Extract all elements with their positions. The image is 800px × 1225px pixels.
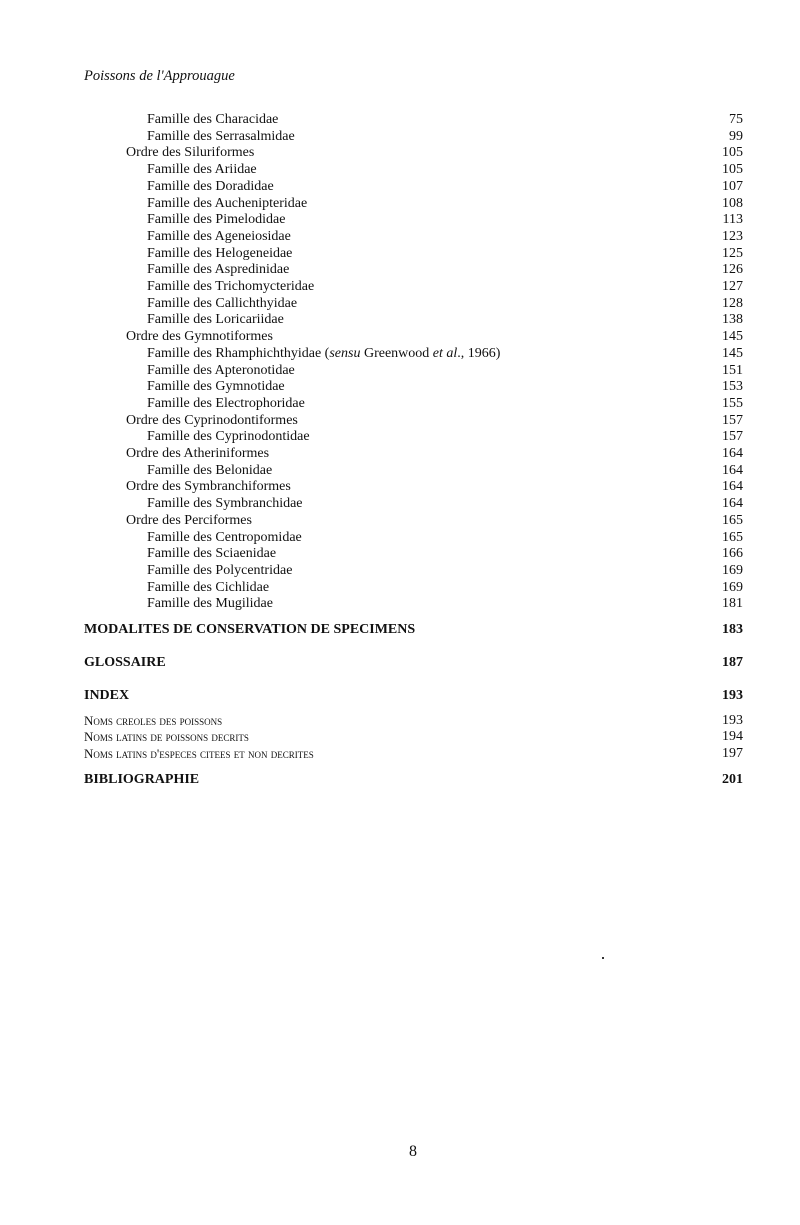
toc-entry-page: 157 (722, 429, 743, 445)
text: Famille des Aspredinidae (147, 262, 290, 278)
toc-entry-page: 145 (722, 345, 743, 361)
text: Famille des Cichlidae (147, 579, 270, 595)
toc-entry-famille (0, 311, 800, 328)
toc-entry-page: 138 (722, 312, 743, 328)
text: MODALITES DE CONSERVATION DE SPECIMENS (84, 622, 416, 637)
text: Famille des Gymnotidae (147, 379, 285, 395)
toc-entry-title (147, 378, 285, 395)
stray-mark (602, 957, 604, 959)
toc-entry-famille (0, 211, 800, 228)
toc-entry-title (147, 195, 307, 212)
text: Famille des Serrasalmidae (147, 128, 295, 144)
toc-entry-page: 157 (722, 412, 743, 428)
toc-entry-famille (0, 495, 800, 512)
text: Noms creoles des poissons (84, 713, 223, 728)
toc-entry-famille (0, 362, 800, 379)
toc-entry-main (0, 654, 800, 671)
toc-entry-title (147, 295, 297, 312)
toc-entry-page: 201 (722, 772, 743, 787)
toc-entry-title (147, 428, 310, 445)
text: INDEX (84, 688, 130, 703)
text: Ordre des Cyprinodontiformes (126, 412, 298, 428)
toc-entry-title (147, 211, 285, 228)
italic-text: et al (432, 345, 458, 361)
toc-entry-page: 125 (722, 245, 743, 261)
toc-entry-famille (0, 295, 800, 312)
text: Famille des Cyprinodontidae (147, 429, 310, 445)
toc-entry-famille (0, 579, 800, 596)
toc-entry-ordre (0, 512, 800, 529)
toc-entry-page: 151 (722, 362, 743, 378)
toc-entry-title (147, 111, 278, 128)
toc-entry-famille (0, 428, 800, 445)
toc-entry-title (84, 712, 222, 729)
toc-entry-title (147, 595, 273, 612)
text: Famille des Pimelodidae (147, 212, 286, 228)
italic-text: sensu (329, 345, 361, 361)
toc-entry-page: 165 (722, 512, 743, 528)
toc-entry-ordre (0, 478, 800, 495)
toc-entry-ordre (0, 328, 800, 345)
toc-entry-main (0, 621, 800, 638)
text: Famille des Centropomidae (147, 529, 302, 545)
text: Ordre des Siluriformes (126, 145, 255, 161)
toc-entry-famille (0, 228, 800, 245)
toc-entry-page: 123 (722, 228, 743, 244)
text: Famille des Helogeneidae (147, 245, 293, 261)
text: BIBLIOGRAPHIE (84, 772, 200, 787)
toc-entry-page: 127 (722, 279, 743, 294)
toc-entry-sub (0, 745, 800, 762)
toc-entry-title (147, 261, 289, 278)
toc-entry-page: 164 (722, 479, 743, 495)
toc-entry-ordre (0, 144, 800, 161)
toc-entry-page: 181 (722, 596, 743, 612)
toc-entry-page: 193 (722, 688, 743, 703)
toc-entry-famille (0, 161, 800, 178)
toc-entry-page: 153 (722, 379, 743, 395)
toc-entry-page: 145 (722, 329, 743, 345)
toc-entry-title (147, 562, 292, 579)
toc-entry-famille (0, 111, 800, 128)
text: Greenwood (360, 345, 433, 361)
toc-entry-sub (0, 728, 800, 745)
text: ., 1966) (457, 345, 501, 361)
text: Famille des Callichthyidae (147, 295, 298, 311)
text: Famille des Trichomycteridae (147, 279, 315, 294)
toc-entry-title (84, 621, 415, 638)
toc-entry-page: 155 (722, 395, 743, 411)
toc-entry-title (126, 478, 291, 495)
toc-entry-page: 113 (722, 212, 743, 228)
text: Ordre des Perciformes (126, 512, 252, 528)
toc-entry-famille (0, 378, 800, 395)
toc-entry-title (147, 245, 292, 262)
toc-entry-famille (0, 462, 800, 479)
toc-entry-title (147, 228, 291, 245)
toc-entry-title (126, 144, 254, 161)
text: Noms latins d'especes citees et non decrites (84, 746, 314, 761)
toc-entry-title (84, 771, 199, 788)
toc-entry-title (84, 745, 314, 762)
toc-entry-title (147, 161, 257, 178)
toc-entry-page: 75 (729, 112, 743, 127)
toc-entry-page: 164 (722, 496, 743, 512)
toc-entry-page: 193 (722, 713, 743, 728)
toc-entry-page: 99 (729, 128, 743, 144)
toc-entry-title (126, 512, 252, 529)
toc-entry-famille (0, 261, 800, 278)
text: Famille des Ariidae (147, 162, 257, 178)
toc-entry-famille (0, 178, 800, 195)
toc-entry-title (147, 395, 305, 412)
toc-entry-title (126, 328, 273, 345)
text: Ordre des Gymnotiformes (126, 329, 273, 345)
toc-entry-page: 183 (722, 622, 743, 637)
toc-entry-page: 166 (722, 546, 743, 562)
toc-entry-page: 187 (722, 655, 743, 670)
toc-entry-title (147, 178, 274, 195)
toc-entry-title (147, 311, 284, 328)
toc-entry-title (84, 728, 249, 745)
text: Famille des Apteronotidae (147, 362, 295, 378)
toc-entry-sub (0, 712, 800, 729)
toc-entry-page: 194 (722, 729, 743, 744)
text: Famille des Mugilidae (147, 596, 273, 612)
toc-entry-page: 169 (722, 579, 743, 595)
toc-entry-title (147, 345, 500, 362)
text: GLOSSAIRE (84, 655, 166, 670)
toc-entry-famille (0, 278, 800, 295)
toc-entry-famille (0, 529, 800, 546)
toc-entry-title (147, 495, 303, 512)
toc-entry-page: 164 (722, 462, 743, 478)
running-header: Poissons de l'Approuague (84, 68, 235, 84)
toc-entry-page: 105 (722, 162, 743, 178)
toc-entry-page: 165 (722, 529, 743, 545)
toc-entry-title (126, 412, 298, 429)
toc-entry-famille (0, 345, 800, 362)
toc-entry-title (147, 362, 295, 379)
toc-entry-ordre (0, 412, 800, 429)
toc-entry-title (84, 687, 129, 704)
toc-entry-title (147, 529, 302, 546)
text: Famille des Sciaenidae (147, 546, 277, 562)
toc-entry-famille (0, 128, 800, 145)
toc-entry-famille (0, 245, 800, 262)
text: Famille des Characidae (147, 112, 279, 127)
text: Famille des Loricariidae (147, 312, 284, 328)
toc-entry-page: 108 (722, 195, 743, 211)
page-number: 8 (409, 1143, 417, 1160)
text: Noms latins de poissons decrits (84, 729, 249, 744)
text: Famille des Rhamphichthyidae ( (147, 345, 330, 361)
toc-entry-page: 164 (722, 446, 743, 461)
text: Famille des Belonidae (147, 462, 273, 478)
toc-entry-page: 126 (722, 262, 743, 278)
text: Famille des Polycentridae (147, 562, 293, 578)
toc-entry-title (147, 579, 269, 596)
toc-entry-page: 107 (722, 178, 743, 194)
toc-entry-main (0, 771, 800, 788)
toc-entry-page: 128 (722, 295, 743, 311)
toc-entry-page: 169 (722, 562, 743, 578)
text: Ordre des Atheriniformes (126, 446, 270, 461)
toc-entry-famille (0, 395, 800, 412)
toc-entry-famille (0, 195, 800, 212)
toc-entry-title (147, 128, 295, 145)
toc-entry-title (147, 545, 276, 562)
toc-entry-page: 197 (722, 746, 743, 761)
toc-entry-title (147, 278, 314, 295)
text: Famille des Auchenipteridae (147, 195, 308, 211)
toc-entry-title (126, 445, 269, 462)
text: Famille des Symbranchidae (147, 496, 303, 512)
toc-entry-main (0, 687, 800, 704)
toc-entry-ordre (0, 445, 800, 462)
toc-entry-famille (0, 562, 800, 579)
text: Famille des Ageneiosidae (147, 228, 291, 244)
text: Famille des Doradidae (147, 178, 274, 194)
text: Ordre des Symbranchiformes (126, 479, 291, 495)
toc-entry-title (84, 654, 166, 671)
toc-entry-famille (0, 595, 800, 612)
toc-entry-title (147, 462, 272, 479)
toc-entry-page: 105 (722, 145, 743, 161)
toc-entry-famille (0, 545, 800, 562)
text: Famille des Electrophoridae (147, 395, 305, 411)
